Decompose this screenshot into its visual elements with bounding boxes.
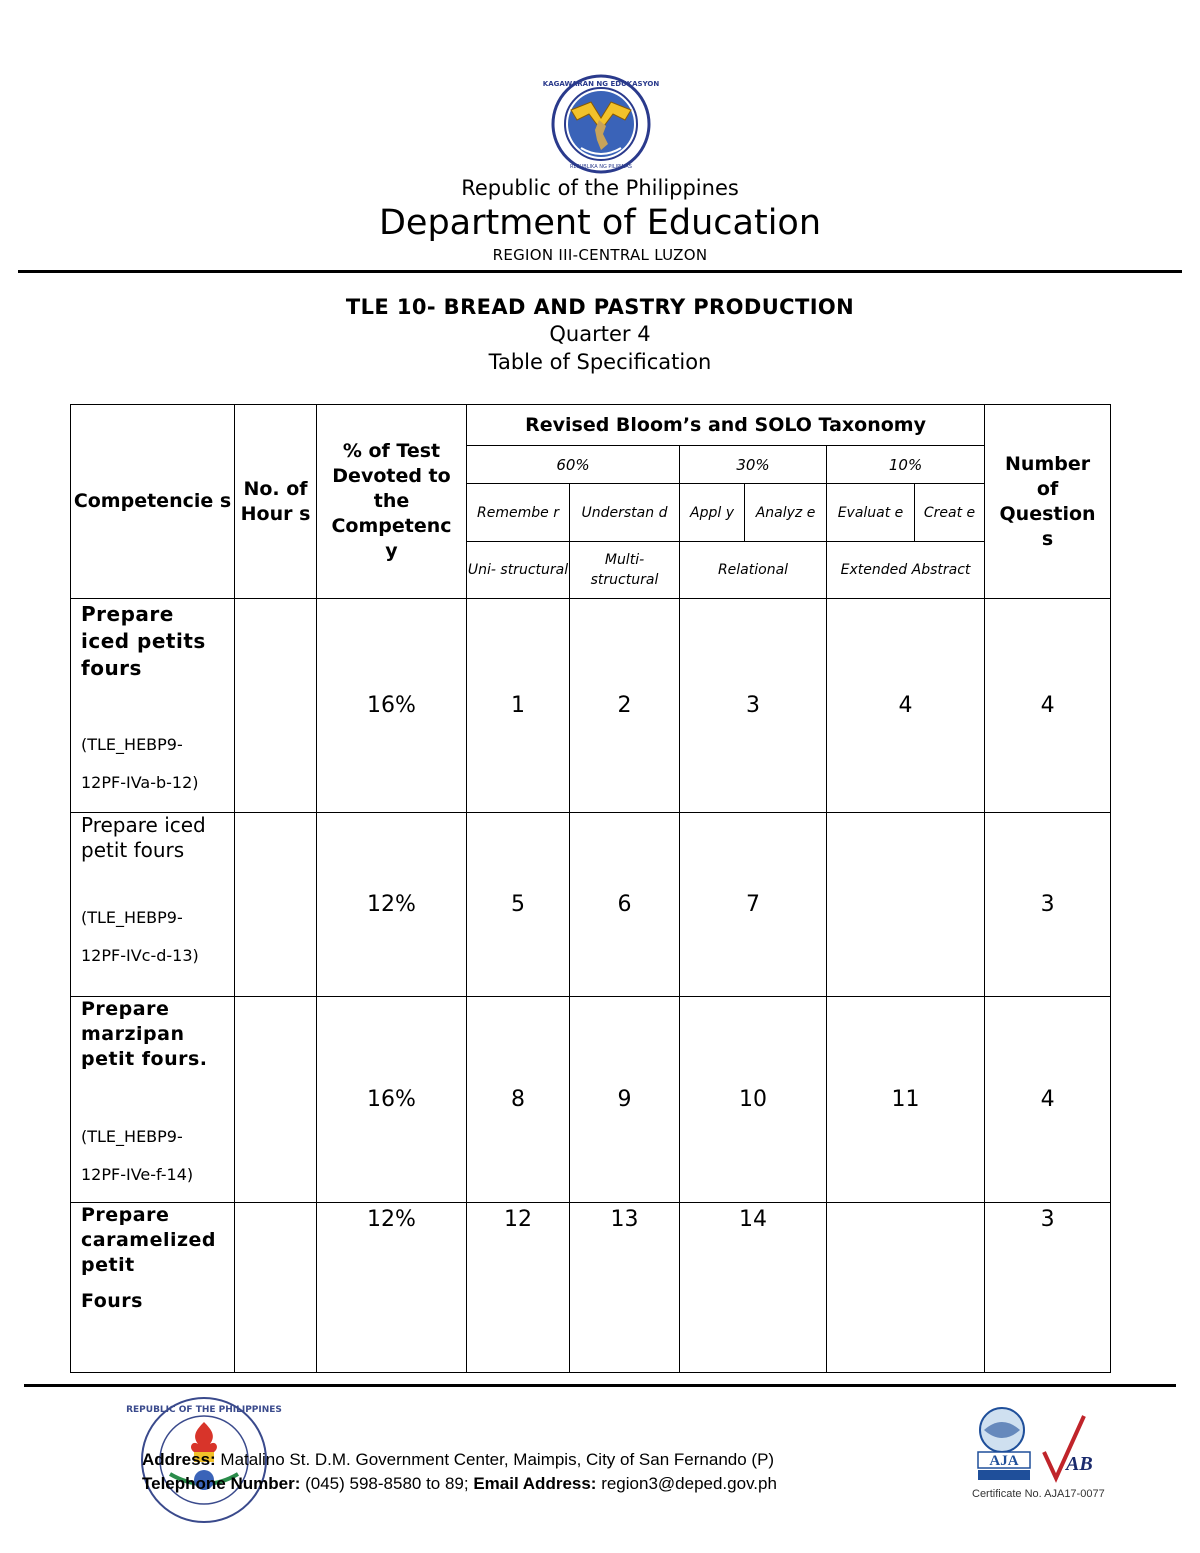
region-heading: REGION III-CENTRAL LUZON: [492, 246, 708, 264]
evaluate-create-cell: [827, 1203, 985, 1373]
contact-line: [142, 1472, 777, 1496]
percent-cell: 16%: [317, 599, 467, 813]
competency-name-continued: Fours: [81, 1290, 143, 1312]
apply-analyze-cell: 3: [680, 599, 827, 813]
header-remember: Remembe r: [467, 484, 570, 542]
header-relational: Relational: [680, 542, 827, 599]
department-heading: Department of Education: [378, 203, 822, 243]
evaluate-create-cell: [827, 813, 985, 997]
questions-cell: 4: [985, 599, 1111, 813]
understand-cell: 13: [570, 1203, 680, 1373]
competency-name: Prepare iced petits fours: [81, 602, 206, 680]
competency-code: (TLE_HEBP9-: [81, 1127, 183, 1146]
header-extended-abstract: Extended Abstract: [827, 542, 985, 599]
header-multi-structural: Multi- structural: [570, 542, 680, 599]
header-understand: Understan d: [570, 484, 680, 542]
svg-text:AB: AB: [1066, 1453, 1093, 1475]
deped-seal-logo: [542, 74, 660, 174]
svg-text:REPUBLIC OF THE PHILIPPINES: REPUBLIC OF THE PHILIPPINES: [126, 1405, 282, 1415]
percent-cell: 12%: [317, 813, 467, 997]
competency-code: 12PF-IVe-f-14): [81, 1165, 194, 1184]
hours-cell: [235, 997, 317, 1203]
table-row: [71, 1203, 1111, 1373]
competency-code: (TLE_HEBP9-: [81, 908, 183, 927]
address-label: Address:: [142, 1450, 216, 1469]
certificate-number: Certificate No. AJA17-0077: [972, 1488, 1105, 1500]
remember-cell: 12: [467, 1203, 570, 1373]
competency-name: Prepare marzipan petit fours.: [81, 998, 208, 1070]
table-row: [71, 813, 1111, 997]
evaluate-create-cell: 11: [827, 997, 985, 1203]
competency-cell: [71, 1203, 235, 1373]
footer-address: [142, 1448, 777, 1496]
telephone-text: (045) 598-8580 to 89;: [300, 1474, 469, 1493]
svg-text:KAGAWARAN NG EDUKASYON: KAGAWARAN NG EDUKASYON: [542, 80, 660, 88]
header-create: Creat e: [915, 484, 985, 542]
remember-cell: 5: [467, 813, 570, 997]
header-divider: [18, 270, 1182, 273]
header-hours: No. of Hour s: [235, 405, 317, 599]
svg-text:REPUBLIKA NG PILIPINAS: REPUBLIKA NG PILIPINAS: [570, 164, 632, 170]
header-taxonomy: Revised Bloom’s and SOLO Taxonomy: [467, 405, 985, 446]
competency-code: 12PF-IVa-b-12): [81, 773, 199, 792]
header-evaluate: Evaluat e: [827, 484, 915, 542]
header-apply: Appl y: [680, 484, 745, 542]
table-row: [71, 599, 1111, 813]
address-line: [142, 1448, 777, 1472]
evaluate-create-cell: 4: [827, 599, 985, 813]
questions-cell: 3: [985, 813, 1111, 997]
table-of-specification: [70, 404, 1111, 1373]
remember-cell: 1: [467, 599, 570, 813]
remember-cell: 8: [467, 997, 570, 1203]
questions-cell: 4: [985, 997, 1111, 1203]
percent-cell: 12%: [317, 1203, 467, 1373]
table-row: [71, 997, 1111, 1203]
competency-name: Prepare caramelized petit: [81, 1204, 217, 1276]
apply-analyze-cell: 7: [680, 813, 827, 997]
understand-cell: 2: [570, 599, 680, 813]
hours-cell: [235, 813, 317, 997]
aja-logo-text: AJA: [989, 1453, 1019, 1469]
competency-cell: [71, 813, 235, 997]
document-title: TLE 10- BREAD AND PASTRY PRODUCTION: [345, 295, 855, 319]
competency-name: Prepare iced petit fours: [81, 813, 206, 862]
footer-divider: [24, 1384, 1176, 1387]
questions-cell: 3: [985, 1203, 1111, 1373]
hours-cell: [235, 1203, 317, 1373]
republic-heading: Republic of the Philippines: [461, 176, 739, 200]
header-uni-structural: Uni- structural: [467, 542, 570, 599]
quarter-label: Quarter 4: [549, 322, 651, 346]
hours-cell: [235, 599, 317, 813]
telephone-label: Telephone Number:: [142, 1474, 301, 1493]
header-number-of-questions: Number of Question s: [985, 405, 1111, 599]
competency-code: (TLE_HEBP9-: [81, 735, 183, 754]
address-text: Matalino St. D.M. Government Center, Maimpis, City of San Fernando (P): [215, 1450, 775, 1469]
understand-cell: 6: [570, 813, 680, 997]
understand-cell: 9: [570, 997, 680, 1203]
apply-analyze-cell: 10: [680, 997, 827, 1203]
document-subtitle: Table of Specification: [488, 350, 712, 374]
email-label: Email Address:: [468, 1474, 597, 1493]
header-analyze: Analyz e: [745, 484, 827, 542]
header-pct-60: 60%: [467, 446, 680, 484]
certification-logo: [974, 1404, 1100, 1496]
header-pct-10: 10%: [827, 446, 985, 484]
competency-code: 12PF-IVc-d-13): [81, 946, 199, 965]
email-text: region3@deped.gov.ph: [596, 1474, 777, 1493]
header-pct-30: 30%: [680, 446, 827, 484]
apply-analyze-cell: 14: [680, 1203, 827, 1373]
header-competencies: Competencie s: [71, 405, 235, 599]
competency-cell: [71, 599, 235, 813]
percent-cell: 16%: [317, 997, 467, 1203]
competency-cell: [71, 997, 235, 1203]
header-percent: % of Test Devoted to the Competenc y: [317, 405, 467, 599]
